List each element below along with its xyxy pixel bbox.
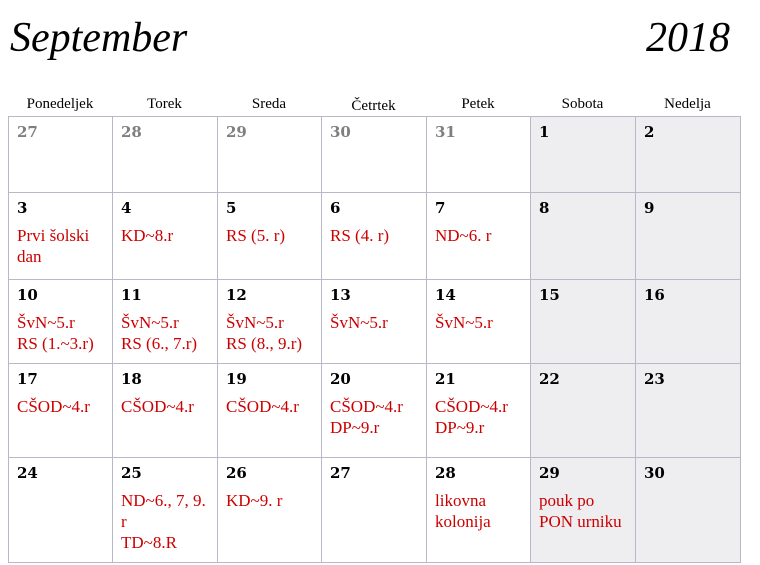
calendar-day-cell[interactable] (531, 117, 636, 193)
calendar-day-cell[interactable] (113, 280, 218, 364)
event-label: ŠvN~5.r (17, 313, 75, 332)
calendar-day-cell[interactable] (636, 364, 741, 458)
calendar-day-cell[interactable] (636, 117, 741, 193)
calendar-week-row (9, 458, 741, 563)
day-number: 23 (644, 370, 665, 388)
event-label: RS (4. r) (330, 226, 390, 245)
day-number: 25 (121, 464, 142, 482)
weekday-sunday: Nedelja (664, 96, 711, 112)
day-number: 29 (539, 464, 560, 482)
calendar-day-cell[interactable] (322, 117, 427, 193)
event-label: DP~9.r (330, 418, 380, 437)
day-number: 3 (17, 199, 28, 217)
day-number: 1 (539, 123, 550, 141)
event-label: ND~6. r (435, 226, 492, 245)
calendar-week-row (9, 193, 741, 280)
day-number: 12 (226, 286, 247, 304)
event-label: RS (8., 9.r) (226, 334, 303, 353)
calendar-day-cell[interactable] (531, 364, 636, 458)
day-number: 2 (644, 123, 655, 141)
day-number: 21 (435, 370, 456, 388)
calendar-day-cell[interactable] (531, 193, 636, 280)
event-label: ŠvN~5.r (121, 313, 179, 332)
calendar-day-cell[interactable] (9, 193, 113, 280)
weekday-thursday: Četrtek (351, 98, 396, 114)
calendar-day-cell[interactable] (636, 193, 741, 280)
day-number: 6 (330, 199, 341, 217)
day-number: 4 (121, 199, 132, 217)
day-number: 8 (539, 199, 550, 217)
event-label: CŠOD~4.r (226, 397, 299, 416)
calendar-day-cell[interactable] (531, 280, 636, 364)
weekday-header (8, 96, 740, 116)
event-label: ŠvN~5.r (330, 313, 388, 332)
calendar-week-row (9, 364, 741, 458)
weekday-friday: Petek (461, 96, 495, 112)
calendar-week-row (9, 117, 741, 193)
event-label: RS (1.~3.r) (17, 334, 94, 353)
day-number: 15 (539, 286, 560, 304)
calendar-week-row (9, 280, 741, 364)
day-number: 5 (226, 199, 237, 217)
day-number: 31 (435, 123, 456, 141)
calendar-day-cell[interactable] (218, 193, 322, 280)
day-number: 26 (226, 464, 247, 482)
event-label: KD~8.r (121, 226, 174, 245)
calendar-day-cell[interactable] (427, 280, 531, 364)
event-label: likovna kolonija (435, 491, 491, 531)
calendar-day-cell[interactable] (427, 117, 531, 193)
event-label: CŠOD~4.r (121, 397, 194, 416)
event-label: ND~6., 7, 9. r (121, 491, 206, 531)
event-label: CŠOD~4.r (435, 397, 508, 416)
calendar-day-cell[interactable] (636, 458, 741, 563)
day-number: 19 (226, 370, 247, 388)
event-label: pouk po PON urniku (539, 491, 622, 531)
calendar-day-cell[interactable] (113, 364, 218, 458)
day-number: 30 (330, 123, 351, 141)
weekday-tuesday: Torek (147, 96, 182, 112)
calendar-day-cell[interactable] (218, 280, 322, 364)
calendar-day-cell[interactable] (427, 193, 531, 280)
calendar-day-cell[interactable] (427, 364, 531, 458)
event-label: RS (6., 7.r) (121, 334, 198, 353)
day-number: 20 (330, 370, 351, 388)
calendar-day-cell[interactable] (113, 193, 218, 280)
weekday-saturday: Sobota (561, 96, 604, 112)
weekday-wednesday: Sreda (251, 96, 287, 112)
calendar-day-cell[interactable] (636, 280, 741, 364)
day-number: 28 (121, 123, 142, 141)
calendar-day-cell[interactable] (113, 458, 218, 563)
event-label: ŠvN~5.r (435, 313, 493, 332)
day-number: 22 (539, 370, 560, 388)
calendar-day-cell[interactable] (531, 458, 636, 563)
year-title: 2018 (646, 15, 730, 61)
calendar-day-cell[interactable] (218, 458, 322, 563)
calendar-day-cell[interactable] (9, 280, 113, 364)
calendar-day-cell[interactable] (322, 193, 427, 280)
day-number: 29 (226, 123, 247, 141)
calendar-day-cell[interactable] (113, 117, 218, 193)
day-number: 14 (435, 286, 456, 304)
calendar-day-cell[interactable] (9, 458, 113, 563)
day-number: 13 (330, 286, 351, 304)
event-label: DP~9.r (435, 418, 485, 437)
day-number: 27 (17, 123, 38, 141)
event-label: TD~8.R (121, 533, 177, 552)
event-label: ŠvN~5.r (226, 313, 284, 332)
day-number: 17 (17, 370, 38, 388)
event-label: RS (5. r) (226, 226, 286, 245)
calendar-grid (8, 116, 741, 563)
day-number: 7 (435, 199, 446, 217)
day-number: 9 (644, 199, 655, 217)
calendar-day-cell[interactable] (322, 364, 427, 458)
day-number: 10 (17, 286, 38, 304)
calendar-day-cell[interactable] (322, 458, 427, 563)
calendar-day-cell[interactable] (9, 364, 113, 458)
weekday-monday: Ponedeljek (26, 96, 94, 112)
month-title: September (10, 15, 188, 61)
day-number: 18 (121, 370, 142, 388)
calendar-day-cell[interactable] (427, 458, 531, 563)
event-label: KD~9. r (226, 491, 283, 510)
day-number: 24 (17, 464, 38, 482)
calendar-day-cell[interactable] (322, 280, 427, 364)
day-number: 16 (644, 286, 665, 304)
event-label: CŠOD~4.r (330, 397, 403, 416)
day-number: 27 (330, 464, 351, 482)
event-label: CŠOD~4.r (17, 397, 90, 416)
event-label: Prvi šolski dan (17, 226, 90, 266)
day-number: 30 (644, 464, 665, 482)
day-number: 28 (435, 464, 456, 482)
calendar-day-cell[interactable] (218, 364, 322, 458)
calendar-day-cell[interactable] (9, 117, 113, 193)
calendar-day-cell[interactable] (218, 117, 322, 193)
day-number: 11 (121, 286, 142, 304)
